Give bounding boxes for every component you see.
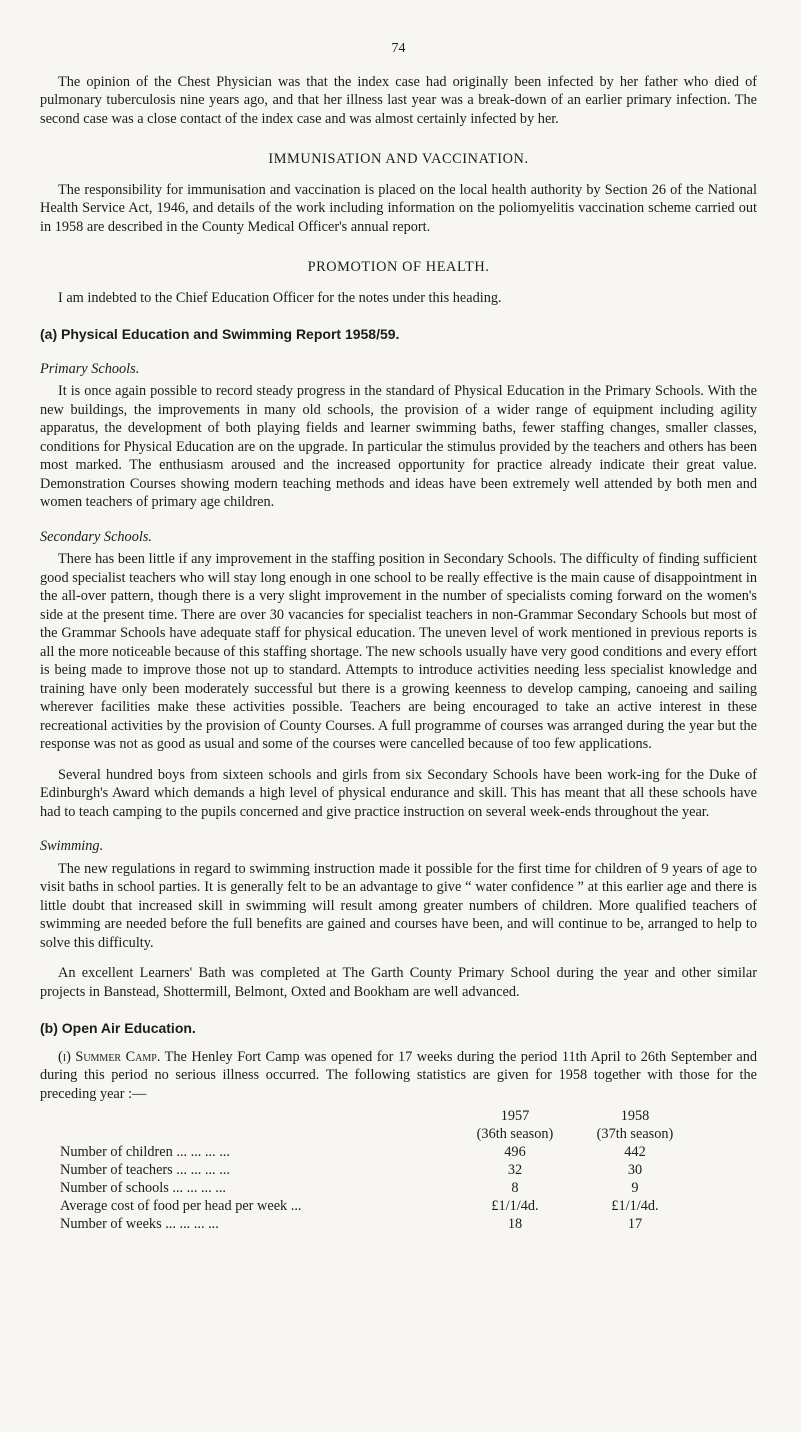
col-1957-season: (36th season) bbox=[476, 1126, 554, 1142]
cell-1957: 32 bbox=[507, 1162, 523, 1178]
summer-camp-paragraph bbox=[40, 1048, 757, 1104]
secondary-schools-paragraph-2: Several hundred boys from sixteen schools and girls from six Secondary Schools have been work-ing for the Duke of Edinburgh's Award which demands a high level of physical endurance and skill. This has meant that all these schools have had to teach camping to the pupils concerned and give practice instruction on several week-ends throughout the year. bbox=[40, 766, 757, 820]
col-1958-year: 1958 bbox=[620, 1108, 650, 1124]
promotion-paragraph: I am indebted to the Chief Education Officer for the notes under this heading. bbox=[58, 289, 502, 306]
summer-camp-lead: (i) Summer Camp. bbox=[58, 1048, 161, 1065]
row-label: Average cost of food per head per week ... bbox=[60, 1198, 302, 1214]
primary-schools-title: Primary Schools. bbox=[40, 360, 140, 377]
row-label: Number of children ... ... ... ... bbox=[60, 1144, 230, 1160]
primary-schools-paragraph: It is once again possible to record steady progress in the standard of Physical Education in the Primary Schools. With the new buildings, the improvements in many old schools, the provision of a wider range of equipment including agility apparatus, the development of both playing fields and learner swimming baths, fewer staffing changes, smaller classes, conditions for Physical Education are on the upgrade. In particular the stimulus provided by the teachers and others has been most marked. The enthusiasm aroused and the increased opportunity for practice already indicate their great value. Demonstration Courses showing modern teaching methods and ideas have been extremely well attended by both men and women teachers of primary age children. bbox=[40, 383, 757, 510]
summer-camp-text: The Henley Fort Camp was opened for 17 weeks during the period 11th April to 26th September and during this period no serious illness occurred. The following statistics are given for 1958 together with those for the preceding year :— bbox=[40, 1048, 757, 1102]
row-label: Number of teachers ... ... ... ... bbox=[60, 1162, 230, 1178]
cell-1957: 8 bbox=[511, 1180, 519, 1196]
table-row bbox=[40, 1197, 695, 1215]
col-1957-year: 1957 bbox=[500, 1108, 530, 1124]
table-row bbox=[40, 1143, 695, 1161]
cell-1958: 9 bbox=[631, 1180, 639, 1196]
swimming-paragraph-2: An excellent Learners' Bath was completed at The Garth County Primary School during the year and other similar projects in Banstead, Shottermill, Belmont, Oxted and Bookham are well advanced. bbox=[40, 965, 757, 1000]
swimming-title: Swimming. bbox=[40, 838, 104, 854]
camp-statistics-table bbox=[40, 1107, 695, 1233]
table-header-years bbox=[40, 1107, 695, 1125]
table-header-seasons bbox=[40, 1125, 695, 1143]
table-row bbox=[40, 1161, 695, 1179]
page-number: 74 bbox=[391, 41, 406, 56]
col-1958-season: (37th season) bbox=[596, 1126, 674, 1142]
table-row bbox=[40, 1215, 695, 1233]
cell-1958: 442 bbox=[624, 1144, 646, 1160]
cell-1957: 496 bbox=[504, 1144, 526, 1160]
row-label: Number of schools ... ... ... ... bbox=[60, 1180, 226, 1196]
cell-1958: £1/1/4d. bbox=[611, 1198, 659, 1214]
immunisation-paragraph: The responsibility for immunisation and vaccination is placed on the local health authority by Section 26 of the National Health Service Act, 1946, and details of the work including information on the poliomyelitis vaccination scheme carried out in 1958 are described in the County Medical Officer's annual report. bbox=[40, 181, 757, 235]
cell-1957: 18 bbox=[507, 1216, 523, 1232]
heading-promotion: PROMOTION OF HEALTH. bbox=[307, 259, 490, 275]
heading-immunisation: IMMUNISATION AND VACCINATION. bbox=[268, 151, 529, 167]
swimming-paragraph: The new regulations in regard to swimming instruction made it possible for the first time for children of 9 years of age to visit baths in school parties. It is generally felt to be an advantage to give “ water confidence ” at this earlier age and there is little doubt that increased skill in swimming will result among greater numbers of children. More qualified teachers of swimming are needed before the full benefits are gained and courses have been, and will continue to be, arranged to help to solve this difficulty. bbox=[40, 860, 757, 951]
cell-1958: 30 bbox=[627, 1162, 643, 1178]
document-page bbox=[40, 40, 757, 1233]
table-row bbox=[40, 1179, 695, 1197]
cell-1957: £1/1/4d. bbox=[491, 1198, 539, 1214]
subheading-physical-education: (a) Physical Education and Swimming Report 1958/59. bbox=[40, 326, 400, 342]
secondary-schools-paragraph: There has been little if any improvement in the staffing position in Secondary Schools. The difficulty of finding sufficient good specialist teachers who will stay long enough in one school to be really effective is the main cause of disappointment in the all-over pattern, though there is a very slight improvement in the number of specialists coming forward on the women's side at the present time. There are over 30 vacancies for specialist teachers in non-Grammar Secondary Schools but most of the Grammar Schools have adequate staff for physical education. The uneven level of work mentioned in previous reports is all the more noticeable because of this staffing shortage. The new schools usually have very good conditions and every effort is being made to improve those not up to standard. Attempts to introduce activities needing less specialist knowledge and training have only been moderately successful but there is a growing keenness to develop camping, canoeing and sailing wherever facilities make these activities possible. Teachers are being encouraged to take an active interest in these recreational activities by the provision of County Courses. A full programme of courses was arranged during the year but the response was not as good as usual and some of the courses were cancelled because of too few applications. bbox=[40, 551, 757, 752]
secondary-schools-title: Secondary Schools. bbox=[40, 528, 152, 545]
cell-1958: 17 bbox=[627, 1216, 643, 1232]
row-label: Number of weeks ... ... ... ... bbox=[60, 1216, 219, 1232]
intro-paragraph: The opinion of the Chest Physician was that the index case had originally been infected by her father who died of pulmonary tuberculosis nine years ago, and that her illness last year was a break-down of an earlier primary infection. The second case was a close contact of the index case and was almost certainly infected by her. bbox=[40, 73, 757, 127]
subheading-open-air: (b) Open Air Education. bbox=[40, 1020, 196, 1036]
